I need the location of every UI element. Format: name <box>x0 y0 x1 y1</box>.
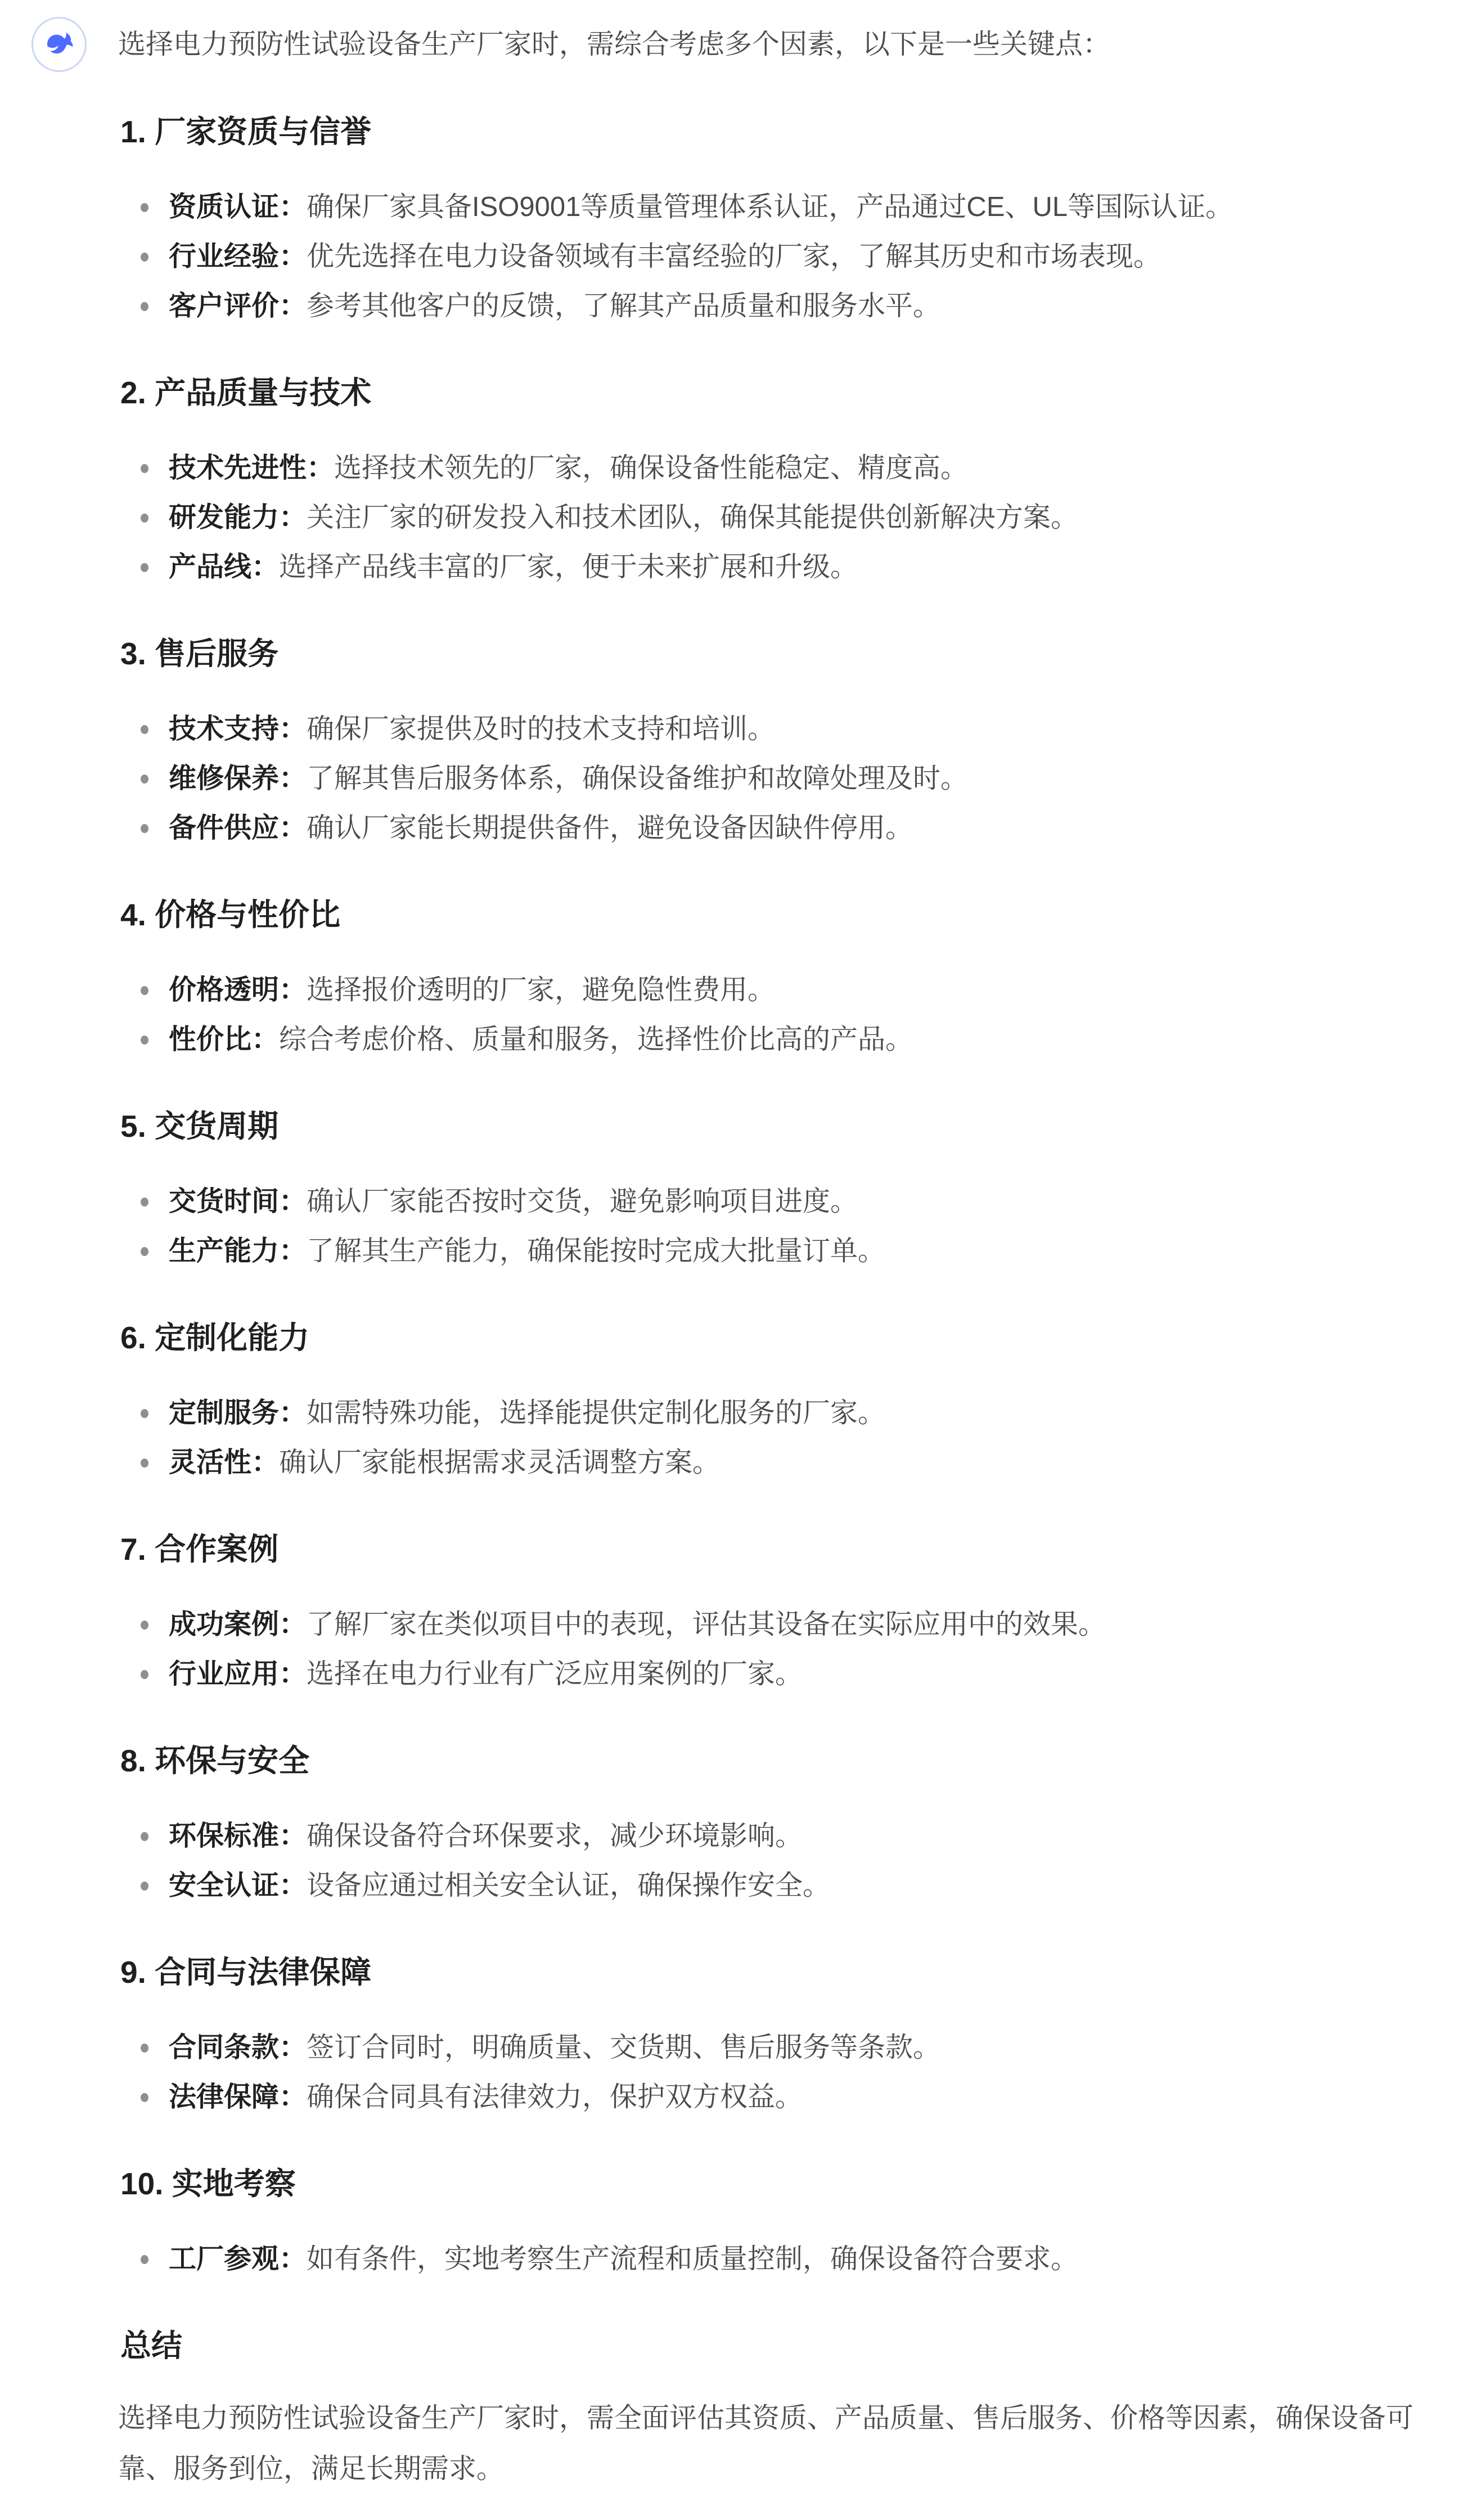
item-label: 环保标准： <box>169 1821 307 1851</box>
item-text: 选择技术领先的厂家，确保设备性能稳定、精度高。 <box>334 453 969 483</box>
bullet-icon <box>141 514 148 523</box>
bullet-icon <box>141 1036 148 1045</box>
item-text: 确保设备符合环保要求，减少环境影响。 <box>307 1821 803 1851</box>
list-item <box>118 542 1417 592</box>
list-item <box>118 1226 1417 1276</box>
bullet-icon <box>141 1670 148 1679</box>
section-heading: 8. 环保与安全 <box>120 1743 310 1778</box>
item-text: 优先选择在电力设备领域有丰富经验的厂家，了解其历史和市场表现。 <box>307 241 1161 272</box>
section-list <box>118 1811 1417 1910</box>
item-text: 确认厂家能否按时交货，避免影响项目进度。 <box>307 1186 858 1217</box>
list-item <box>118 1388 1417 1438</box>
item-text: 关注厂家的研发投入和技术团队，确保其能提供创新解决方案。 <box>307 502 1079 533</box>
section-heading: 9. 合同与法律保障 <box>120 1955 372 1990</box>
item-label: 定制服务： <box>169 1398 307 1428</box>
item-text: 了解其售后服务体系，确保设备维护和故障处理及时。 <box>307 763 969 794</box>
item-text: 确保合同具有法律效力，保护双方权益。 <box>307 2082 803 2112</box>
bullet-icon <box>141 203 148 212</box>
item-label: 性价比： <box>169 1024 280 1055</box>
list-item <box>118 1649 1417 1699</box>
bullet-icon <box>141 563 148 572</box>
item-text: 选择产品线丰富的厂家，便于未来扩展和升级。 <box>279 552 858 582</box>
assistant-avatar <box>31 17 87 72</box>
item-text: 设备应通过相关安全认证，确保操作安全。 <box>307 1870 831 1901</box>
item-label: 安全认证： <box>169 1870 307 1901</box>
section-list <box>118 965 1417 1064</box>
item-label: 工厂参观： <box>169 2244 307 2274</box>
list-item <box>118 803 1417 853</box>
item-text: 确保厂家提供及时的技术支持和培训。 <box>307 714 776 744</box>
list-item <box>118 182 1417 232</box>
bullet-icon <box>141 2255 148 2264</box>
item-text: 了解其生产能力，确保能按时完成大批量订单。 <box>307 1236 886 1266</box>
list-item <box>118 443 1417 493</box>
bullet-icon <box>141 775 148 784</box>
item-text: 签订合同时，明确质量、交货期、售后服务等条款。 <box>307 2032 941 2063</box>
list-item <box>118 704 1417 754</box>
list-item <box>118 493 1417 542</box>
item-label: 客户评价： <box>169 291 307 321</box>
item-label: 研发能力： <box>169 502 307 533</box>
bullet-icon <box>141 1198 148 1207</box>
list-item <box>118 754 1417 803</box>
bullet-icon <box>141 2044 148 2053</box>
summary-text: 选择电力预防性试验设备生产厂家时，需全面评估其资质、产品质量、售后服务、价格等因素，确保设备可靠、服务到位，满足长期需求。 <box>118 2403 1414 2484</box>
item-text: 如需特殊功能，选择能提供定制化服务的厂家。 <box>307 1398 886 1428</box>
section-list <box>118 2023 1417 2122</box>
list-item <box>118 1811 1417 1861</box>
bullet-icon <box>141 2093 148 2102</box>
item-label: 备件供应： <box>169 813 307 843</box>
item-label: 灵活性： <box>169 1447 280 1478</box>
intro-text: 选择电力预防性试验设备生产厂家时，需综合考虑多个因素，以下是一些关键点： <box>118 29 1111 60</box>
list-item <box>118 281 1417 331</box>
item-label: 价格透明： <box>169 975 307 1005</box>
item-label: 生产能力： <box>169 1236 307 1266</box>
bullet-icon <box>141 1621 148 1630</box>
list-item <box>118 1015 1417 1064</box>
list-item <box>118 2234 1417 2284</box>
bullet-icon <box>141 464 148 473</box>
section-heading: 1. 厂家资质与信誉 <box>120 114 372 149</box>
list-item <box>118 1861 1417 1910</box>
section-heading: 2. 产品质量与技术 <box>120 375 372 410</box>
list-item <box>118 1600 1417 1649</box>
item-label: 技术先进性： <box>169 453 335 483</box>
item-label: 行业应用： <box>169 1659 307 1689</box>
item-text: 综合考虑价格、质量和服务，选择性价比高的产品。 <box>279 1024 913 1055</box>
item-label: 资质认证： <box>169 192 307 222</box>
item-label: 法律保障： <box>169 2082 307 2112</box>
list-item <box>118 2023 1417 2072</box>
item-label: 产品线： <box>169 552 280 582</box>
section-list <box>118 1388 1417 1487</box>
list-item <box>118 232 1417 281</box>
item-text: 确认厂家能根据需求灵活调整方案。 <box>279 1447 721 1478</box>
list-item <box>118 1177 1417 1226</box>
list-item <box>118 2072 1417 2122</box>
bullet-icon <box>141 824 148 833</box>
section-heading: 4. 价格与性价比 <box>120 897 341 932</box>
item-text: 参考其他客户的反馈，了解其产品质量和服务水平。 <box>307 291 941 321</box>
section-list <box>118 1177 1417 1276</box>
list-item <box>118 1438 1417 1487</box>
section-list <box>118 443 1417 592</box>
section-heading: 6. 定制化能力 <box>120 1320 310 1355</box>
section-list <box>118 2234 1417 2284</box>
item-text: 如有条件，实地考察生产流程和质量控制，确保设备符合要求。 <box>307 2244 1079 2274</box>
section-list <box>118 704 1417 853</box>
summary-heading: 总结 <box>120 2328 183 2363</box>
item-label: 技术支持： <box>169 714 307 744</box>
item-label: 交货时间： <box>169 1186 307 1217</box>
section-heading: 3. 售后服务 <box>120 636 279 671</box>
bullet-icon <box>141 1409 148 1418</box>
item-text: 确保厂家具备ISO9001等质量管理体系认证，产品通过CE、UL等国际认证。 <box>307 192 1233 222</box>
bullet-icon <box>141 1459 148 1468</box>
item-label: 行业经验： <box>169 241 307 272</box>
section-list <box>118 182 1417 331</box>
item-text: 选择在电力行业有广泛应用案例的厂家。 <box>307 1659 803 1689</box>
item-text: 选择报价透明的厂家，避免隐性费用。 <box>307 975 776 1005</box>
deepseek-whale-icon <box>42 27 76 62</box>
section-heading: 5. 交货周期 <box>120 1109 279 1144</box>
bullet-icon <box>141 253 148 262</box>
list-item <box>118 965 1417 1015</box>
item-label: 合同条款： <box>169 2032 307 2063</box>
section-list <box>118 1600 1417 1699</box>
bullet-icon <box>141 1832 148 1841</box>
bullet-icon <box>141 1882 148 1891</box>
item-label: 维修保养： <box>169 763 307 794</box>
item-text: 确认厂家能长期提供备件，避免设备因缺件停用。 <box>307 813 913 843</box>
bullet-icon <box>141 302 148 311</box>
item-text: 了解厂家在类似项目中的表现，评估其设备在实际应用中的效果。 <box>307 1609 1106 1640</box>
bullet-icon <box>141 725 148 734</box>
section-heading: 7. 合作案例 <box>120 1532 279 1567</box>
section-heading: 10. 实地考察 <box>120 2166 296 2201</box>
bullet-icon <box>141 986 148 995</box>
item-label: 成功案例： <box>169 1609 307 1640</box>
sections-container <box>118 114 1417 2284</box>
bullet-icon <box>141 1247 148 1256</box>
